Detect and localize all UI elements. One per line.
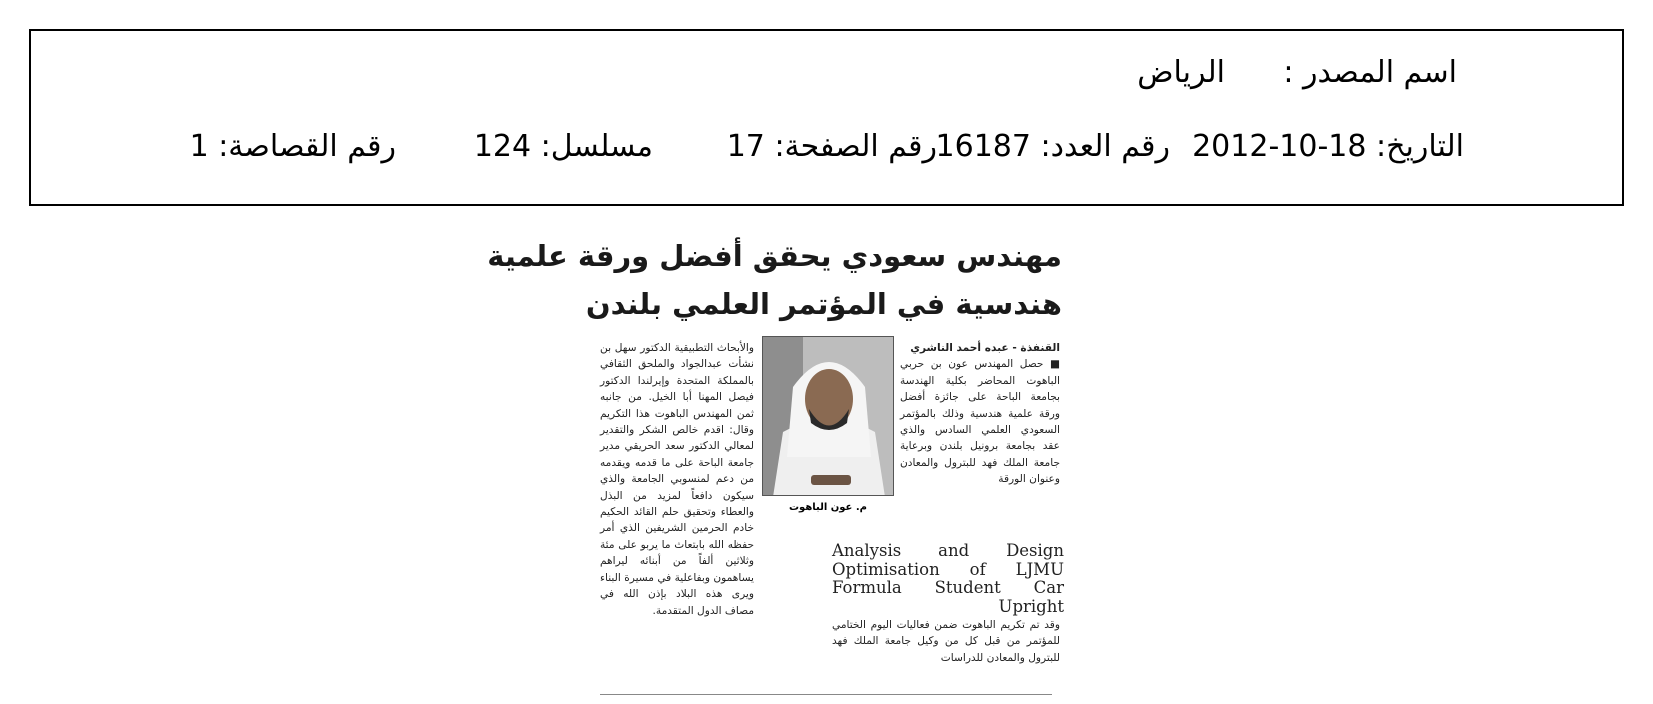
newspaper-clipping (487, 232, 1064, 697)
article-column-right-bottom (832, 617, 1060, 666)
author-photo (762, 336, 894, 496)
paper-title-english: Analysis and Design Optimisation of LJMU Formula Student Car Upright (832, 541, 1064, 616)
article-text-right-bottom: وقد تم تكريم الباهوت ضمن فعاليات اليوم الختامي للمؤتمر من قبل كل من وكيل جامعة الملك فهد للبترول والمعادن للدراسات (832, 619, 1060, 664)
headline-line-1: مهندس سعودي يحقق أفضل ورقة علمية (487, 239, 1062, 273)
page-number-field: رقم الصفحة: 17 (726, 129, 937, 164)
portrait-image (763, 337, 894, 496)
issue-number-field: رقم العدد: 16187 (935, 129, 1170, 164)
date-field: التاريخ: 18-10-2012 (1192, 129, 1464, 164)
photo-caption: م. عون الباهوت (789, 502, 867, 513)
source-value: الرياض (1137, 55, 1225, 90)
article-text-left: والأبحاث التطبيقية الدكتور سهل بن نشأت عبدالجواد والملحق الثقافي بالمملكة المتحدة وإيرلندا الدكتور فيصل المهنا أبا الخيل. من جانبه ثمن المهندس الباهوت هذا التكريم وقال: اقدم خالص الشكر والتقدير لمعالي الدكتور سعد الحريقي مدير جامعة الباحة على ما قدمه ويقدمه من دعم لمنسوبي الجامعة والذي سيكون دافعاً لمزيد من البذل والعطاء وتحقيق حلم القائد الحكيم خادم الحرمين الشريفين الذي أمر حفظه الله بابتعاث ما يربو على مئة وثلاثين ألفاً من أبنائه ليراهم يساهمون وبفاعلية في مسيرة البناء ويرى هذه البلاد بإذن الله في مصاف الدول المتقدمة. (600, 342, 754, 617)
byline: القنفذة - عبده أحمد الناشري (910, 342, 1060, 354)
clipping-number-field: رقم القصاصة: 1 (189, 129, 396, 164)
source-label: اسم المصدر : (1283, 55, 1457, 90)
serial-field: مسلسل: 124 (473, 129, 653, 164)
article-text-right: ■ حصل المهندس عون بن حربي الباهوت المحاضر بكلية الهندسة بجامعة الباحة على جائزة أفضل ورقة علمية هندسية وذلك بالمؤتمر السعودي العلمي السادس والذي عقد بجامعة برونيل بلندن وبرعاية جامعة الملك فهد للبترول والمعادن وعنوان الورقة (900, 358, 1060, 486)
clipping-bottom-rule (600, 694, 1052, 695)
article-column-left (600, 340, 754, 619)
headline-line-2: هندسية في المؤتمر العلمي بلندن (585, 287, 1062, 321)
article-column-right (900, 340, 1060, 488)
